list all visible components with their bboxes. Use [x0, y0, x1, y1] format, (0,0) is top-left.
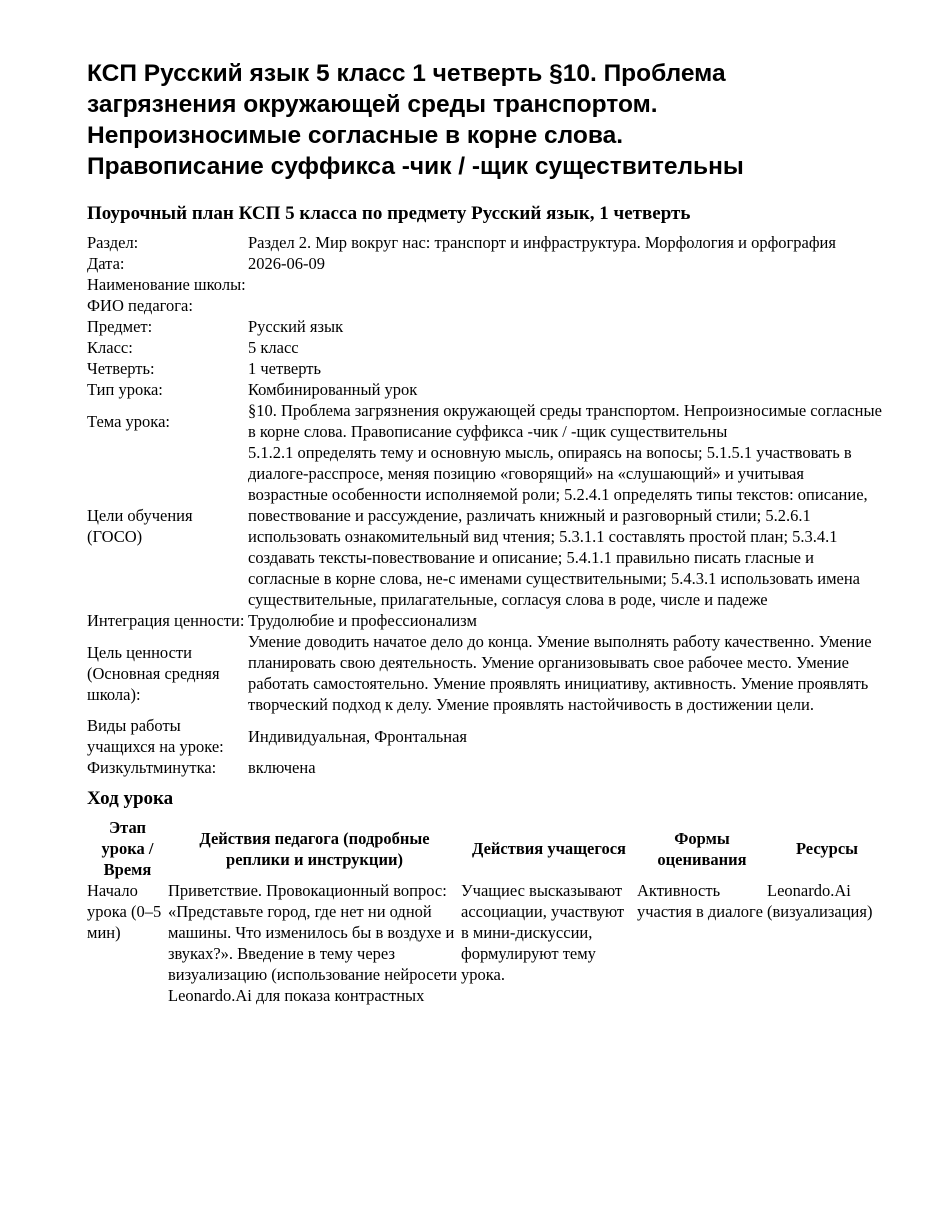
info-label: Наименование школы:	[87, 275, 246, 294]
info-value: §10. Проблема загрязнения окружающей среды транспортом. Непроизносимые согласные в корне слова. Правописание суффикса -чик / -щик существительны	[248, 401, 882, 441]
info-value: 2026-06-09	[248, 254, 325, 273]
cell-teacher: Приветствие. Провокационный вопрос: «Представьте город, где нет ни одной машины. Что изменилось бы в воздухе и звуках?». Введение в тему через визуализацию (использование нейросети Leonardo.Ai для показа контрастных	[168, 881, 458, 1005]
info-label: Виды работы учащихся на уроке:	[87, 716, 224, 756]
info-row-section	[87, 232, 887, 253]
lesson-flow-title: Ход урока	[87, 788, 174, 809]
cell-assessment: Активность участия в диалоге	[637, 881, 763, 921]
info-label: Интеграция ценности:	[87, 611, 245, 630]
info-value: Трудолюбие и профессионализм	[248, 611, 477, 630]
info-value: Комбинированный урок	[248, 380, 418, 399]
info-value: Раздел 2. Мир вокруг нас: транспорт и инфраструктура. Морфология и орфография	[248, 233, 836, 252]
info-value: Индивидуальная, Фронтальная	[248, 726, 467, 746]
info-label: Четверть:	[87, 359, 155, 378]
column-header-student: Действия учащегося	[472, 839, 626, 858]
document-title-line: КСП Русский язык 5 класс 1 четверть §10. Проблема	[87, 60, 726, 87]
document-page	[87, 58, 887, 1006]
info-value: 1 четверть	[248, 359, 321, 378]
column-header-teacher: Действия педагога (подробные реплики и инструкции)	[199, 828, 430, 869]
info-label: Цели обучения (ГОСО)	[87, 506, 193, 546]
cell-resources: Leonardo.Ai (визуализация)	[767, 881, 873, 921]
lesson-flow-header-row	[87, 817, 887, 880]
info-value	[248, 274, 887, 295]
info-label: Предмет:	[87, 317, 153, 336]
info-label: Тип урока:	[87, 380, 163, 399]
info-row-grade	[87, 337, 887, 358]
document-title	[87, 58, 887, 182]
info-value: Русский язык	[248, 317, 344, 336]
document-title-line: загрязнения окружающей среды транспортом.	[87, 91, 658, 118]
info-row-work-types	[87, 715, 887, 757]
cell-stage: Начало урока (0–5 мин)	[87, 881, 162, 942]
info-row-phys	[87, 757, 887, 778]
document-title-line: Правописание суффикса -чик / -щик существительны	[87, 153, 744, 180]
info-row-teacher	[87, 295, 887, 316]
info-row-school	[87, 274, 887, 295]
info-value: 5 класс	[248, 338, 299, 357]
info-value: Умение доводить начатое дело до конца. Умение выполнять работу качественно. Умение планировать свою деятельность. Умение организовывать свое рабочее место. Умение работать самостоятельно. Умение проявлять инициативу, активность. Умение проявлять творческий подход к делу. Умение проявлять настойчивость в достижении цели.	[248, 632, 872, 714]
info-label: Класс:	[87, 338, 133, 357]
info-label: ФИО педагога:	[87, 296, 193, 315]
info-row-quarter	[87, 358, 887, 379]
info-row-date	[87, 253, 887, 274]
info-value: 5.1.2.1 определять тему и основную мысль, опираясь на вопосы; 5.1.5.1 участвовать в диалоге-расспросе, меняя позицию «говорящий» на «слушающий» и учитывая возрастные особенности исполняемой роли; 5.2.4.1 определять типы текстов: описание, повествование и рассуждение, различать книжный и разговорный стили; 5.2.6.1 использовать ознакомительный вид чтения; 5.3.1.1 составлять простой план; 5.3.4.1 создавать тексты-повествование и описание; 5.4.1.1 правильно писать гласные и согласные в корне слова, не-с именами существительными; 5.4.3.1 использовать имена существительные, прилагательные, согласуя слова в роде, числе и падеже	[248, 443, 868, 609]
info-label: Раздел:	[87, 233, 139, 252]
info-row-subject	[87, 316, 887, 337]
table-row	[87, 880, 887, 1006]
lesson-flow-table	[87, 817, 887, 1006]
info-label: Тема урока:	[87, 411, 170, 431]
document-title-line: Непроизносимые согласные в корне слова.	[87, 122, 624, 149]
column-header-stage: Этап урока / Время	[101, 818, 154, 879]
info-row-goals	[87, 442, 887, 610]
info-label: Цель ценности (Основная средняя школа):	[87, 642, 220, 704]
info-label: Дата:	[87, 254, 125, 273]
info-row-values	[87, 610, 887, 631]
info-label: Физкультминутка:	[87, 758, 217, 777]
cell-student: Учащиес высказывают ассоциации, участвуют в мини-дискуссии, формулируют тему урока.	[461, 881, 625, 984]
info-row-topic	[87, 400, 887, 442]
info-value	[248, 295, 887, 316]
column-header-resources: Ресурсы	[795, 839, 859, 858]
info-value: включена	[248, 758, 316, 777]
info-row-lesson-type	[87, 379, 887, 400]
info-row-value-goal	[87, 631, 887, 715]
lesson-info-table	[87, 232, 887, 778]
document-subtitle: Поурочный план КСП 5 класса по предмету Русский язык, 1 четверть	[87, 203, 691, 224]
column-header-assessment: Формы оценивания	[657, 828, 747, 869]
